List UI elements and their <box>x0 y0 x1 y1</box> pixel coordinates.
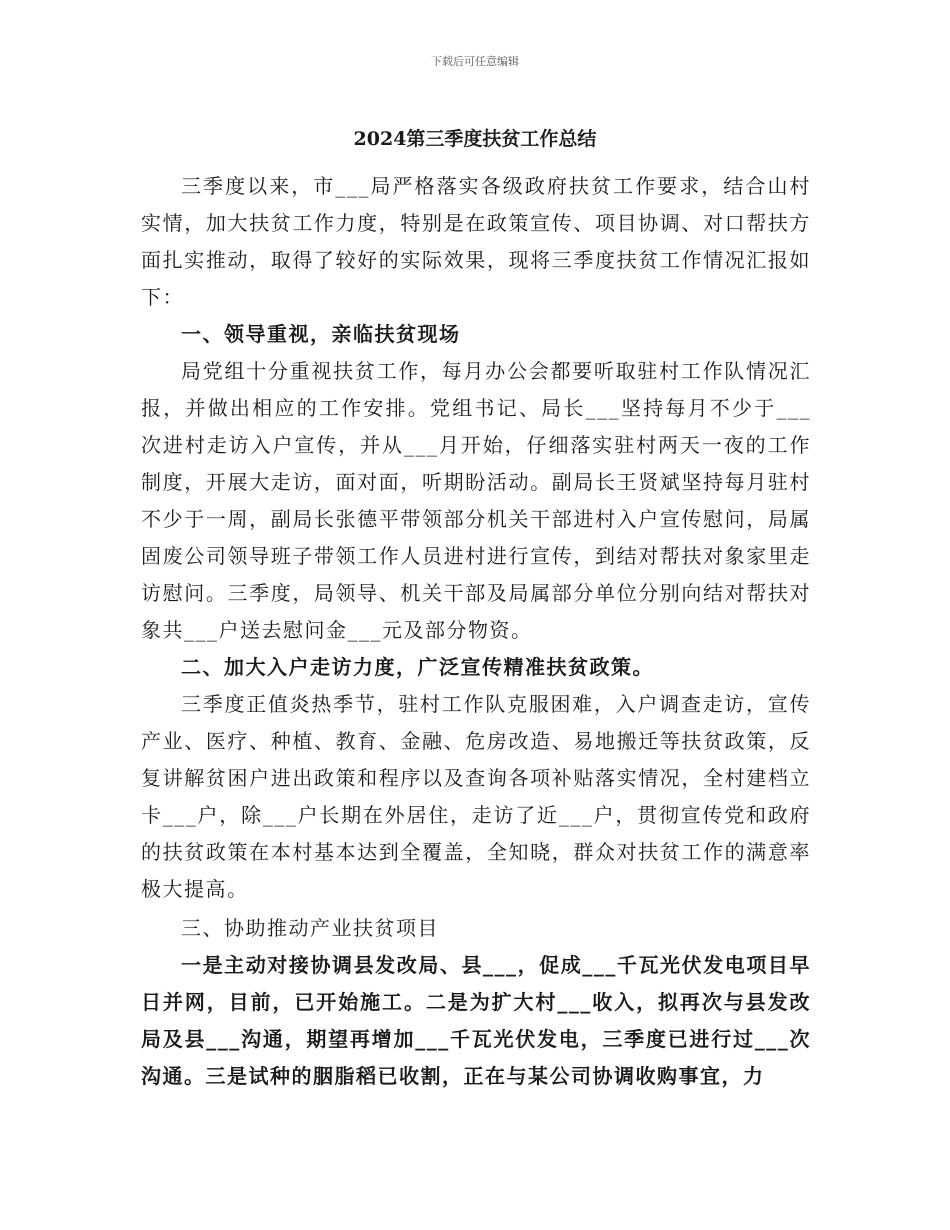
section-heading-1: 一、领导重视，亲临扶贫现场 <box>181 322 461 346</box>
intro-paragraph: 三季度以来，市___局严格落实各级政府扶贫工作要求，结合山村实情，加大扶贫工作力度，特别是在政策宣传、项目协调、对口帮扶方面扎实推动，取得了较好的实际效果，现将三季度扶贫工作情况汇报如下： <box>141 174 811 309</box>
document-title: 2024第三季度扶贫工作总结 <box>353 128 597 150</box>
section-body-2: 三季度正值炎热季节，驻村工作队克服困难，入户调查走访，宣传产业、医疗、种植、教育、金融、危房改造、易地搬迁等扶贫政策，反复讲解贫困户进出政策和程序以及查询各项补贴落实情况，全村建档立卡___户，除___户长期在外居住，走访了近___户，贯彻宣传党和政府的扶贫政策在本村基本达到全覆盖，全知晓，群众对扶贫工作的满意率极大提高。 <box>141 692 811 901</box>
section-heading-3: 三、协助推动产业扶贫项目 <box>181 916 439 940</box>
document-body <box>141 168 811 1095</box>
section-body-3: 一是主动对接协调县发改局、县___，促成___千瓦光伏发电项目早日并网，目前，已开始施工。二是为扩大村___收入，拟再次与县发改局及县___沟通，期望再增加___千瓦光伏发电，三季度已进行过___次沟通。三是试种的胭脂稻已收割，正在与某公司协调收购事宜，力 <box>141 953 811 1088</box>
header-note: 下载后可任意编辑 <box>431 55 519 68</box>
section-heading-2: 二、加大入户走访力度，广泛宣传精准扶贫政策。 <box>181 655 654 679</box>
section-body-1: 局党组十分重视扶贫工作，每月办公会都要听取驻村工作队情况汇报，并做出相应的工作安排。党组书记、局长___坚持每月不少于___次进村走访入户宣传，并从___月开始，仔细落实驻村两天一夜的工作制度，开展大走访，面对面，听期盼活动。副局长王贤斌坚持每月驻村不少于一周，副局长张德平带领部分机关干部进村入户宣传慰问，局属固废公司领导班子带领工作人员进村进行宣传，到结对帮扶对象家里走访慰问。三季度，局领导、机关干部及局属部分单位分别向结对帮扶对象共___户送去慰问金___元及部分物资。 <box>141 359 811 642</box>
